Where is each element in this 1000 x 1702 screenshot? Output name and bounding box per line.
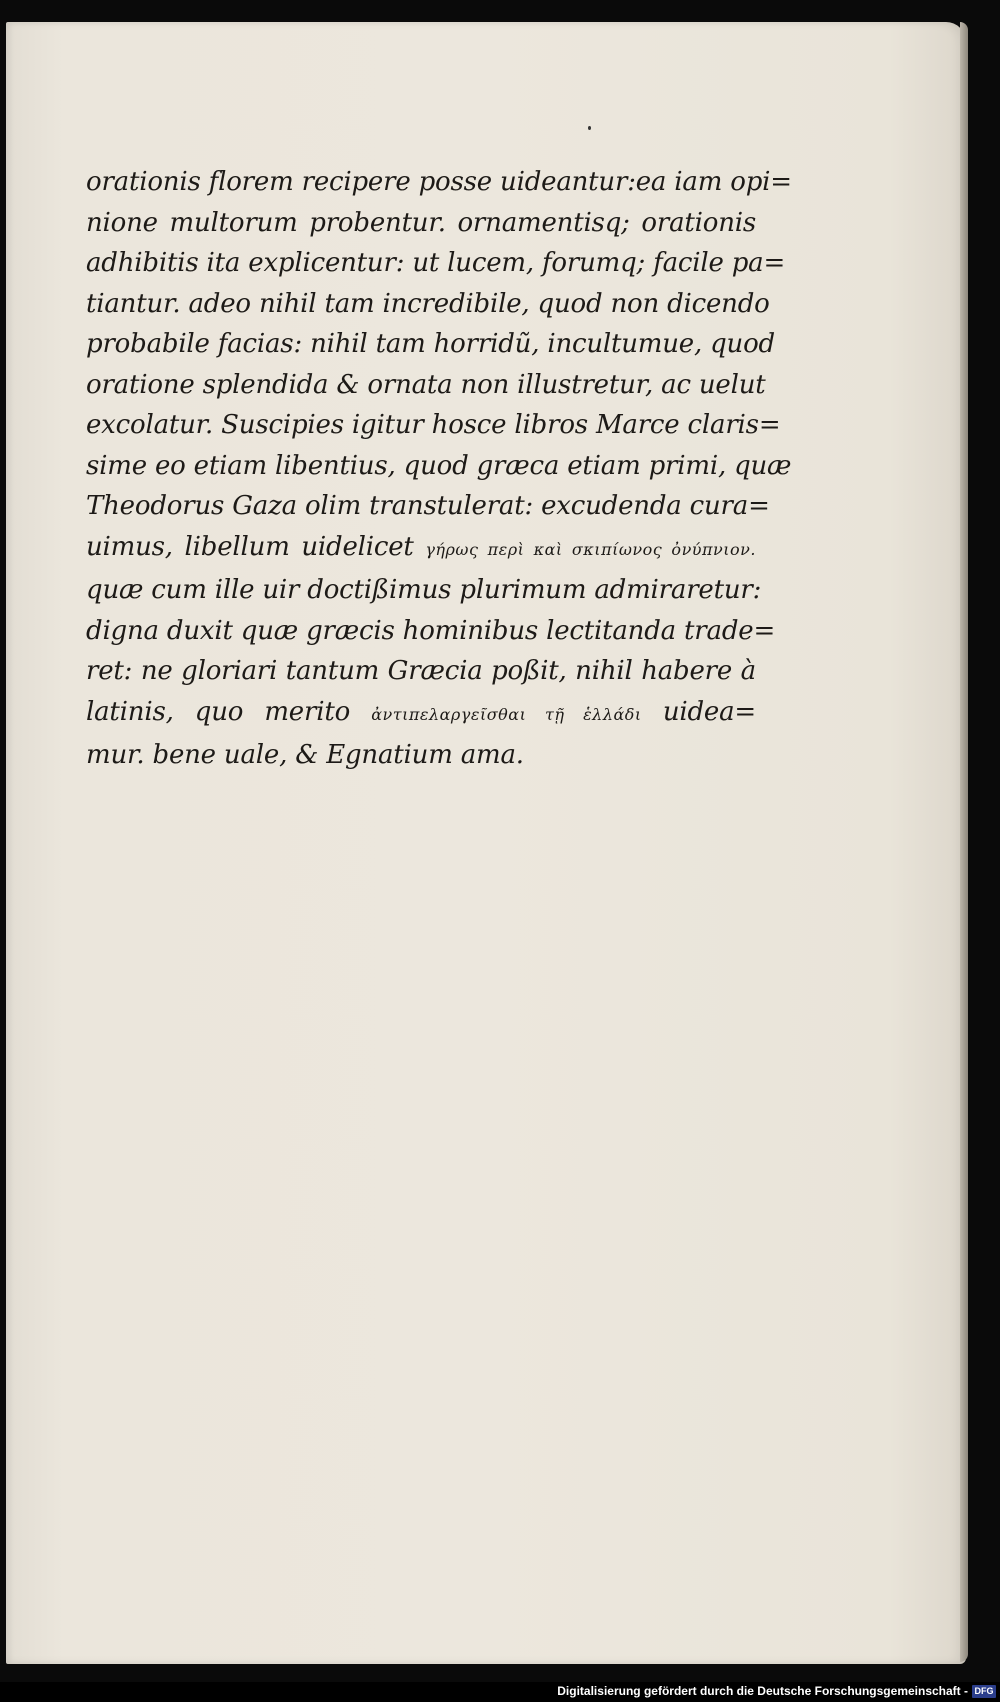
text-line-10-latin: uimus, libellum uidelicet	[86, 531, 426, 562]
greek-title: γήρως περὶ καὶ σκιπίωνος ὀνύπνιον.	[425, 539, 756, 559]
ink-speck	[588, 126, 591, 130]
text-line-11: quæ cum ille uir doctißimus plurimum admiraretur:	[86, 575, 762, 605]
text-line-14-latin: latinis, quo merito	[86, 696, 372, 727]
book-page	[6, 22, 966, 1664]
text-line-4: tiantur. adeo nihil tam incredibile, quod non dicendo	[86, 288, 770, 319]
text-line-5: probabile facias: nihil tam horridũ, incultumue, quod	[86, 329, 776, 359]
text-line-3: adhibitis ita explicentur: ut lucem, forumq; facile pa=	[86, 248, 786, 278]
text-line-1: orationis florem recipere posse uideantur:ea iam opi=	[86, 167, 792, 197]
page-edge	[960, 22, 968, 1662]
text-line-12: digna duxit quæ græcis hominibus lectitanda trade=	[86, 615, 776, 646]
text-line-10	[86, 527, 756, 571]
text-line-14-end: uidea=	[641, 696, 756, 727]
text-line-13: ret: ne gloriari tantum Græcia poßit, nihil habere à	[86, 656, 756, 686]
text-line-14	[86, 692, 756, 736]
body-text	[86, 162, 792, 776]
text-line-6: oratione splendida & ornata non illustretur, ac uelut	[86, 369, 766, 400]
text-line-15: mur. bene uale, & Egnatium ama.	[86, 740, 524, 770]
text-line-9: Theodorus Gaza olim transtulerat: excudenda cura=	[86, 491, 770, 521]
greek-phrase: ἀντιπελαργεῖσθαι τῇ ἑλλάδι	[371, 704, 642, 724]
text-line-8: sime eo etiam libentius, quod græca etiam primi, quæ	[86, 450, 792, 481]
digitization-credit: Digitalisierung gefördert durch die Deutsche Forschungsgemeinschaft -	[557, 1684, 968, 1698]
text-line-2: nione multorum probentur. ornamentisq; orationis	[86, 207, 756, 238]
dfg-logo: DFG	[972, 1685, 996, 1698]
text-line-7: excolatur. Suscipies igitur hosce libros Marce claris=	[86, 410, 781, 440]
